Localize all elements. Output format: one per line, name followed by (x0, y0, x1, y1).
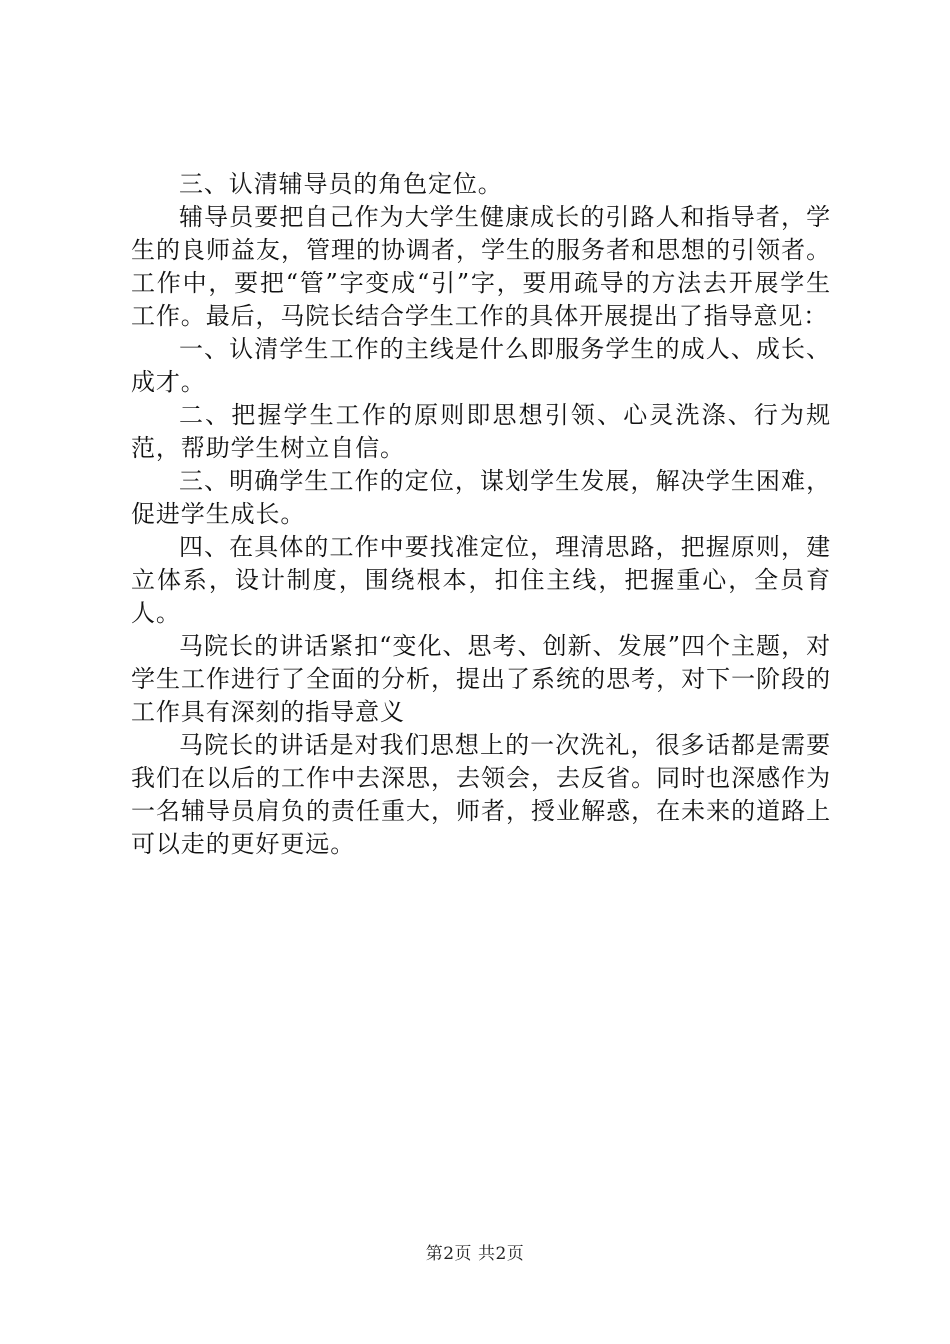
guidance-item-3: 三、明确学生工作的定位，谋划学生发展，解决学生困难，促进学生成长。 (131, 467, 831, 528)
document-body (131, 168, 831, 861)
summary-paragraph: 马院长的讲话紧扣“变化、思考、创新、发展”四个主题，对学生工作进行了全面的分析，提出了系统的思考，对下一阶段的工作具有深刻的指导意义 (131, 632, 831, 726)
guidance-item-4: 四、在具体的工作中要找准定位，理清思路，把握原则，建立体系，设计制度，围绕根本，扣住主线，把握重心，全员育人。 (131, 533, 831, 627)
guidance-item-2: 二、把握学生工作的原则即思想引领、心灵洗涤、行为规范，帮助学生树立自信。 (131, 401, 831, 462)
reflection-paragraph: 马院长的讲话是对我们思想上的一次洗礼，很多话都是需要我们在以后的工作中去深思，去领会，去反省。同时也深感作为一名辅导员肩负的责任重大，师者，授业解惑，在未来的道路上可以走的更好更远。 (131, 731, 831, 858)
page-number-footer: 第2页 共2页 (425, 1244, 525, 1264)
guidance-item-1: 一、认清学生工作的主线是什么即服务学生的成人、成长、成才。 (131, 335, 831, 396)
body-paragraph: 辅导员要把自己作为大学生健康成长的引路人和指导者，学生的良师益友，管理的协调者，学生的服务者和思想的引领者。工作中，要把“管”字变成“引”字，要用疏导的方法去开展学生工作。最后，马院长结合学生工作的具体开展提出了指导意见： (131, 203, 831, 330)
section-heading: 三、认清辅导员的角色定位。 (179, 170, 503, 198)
